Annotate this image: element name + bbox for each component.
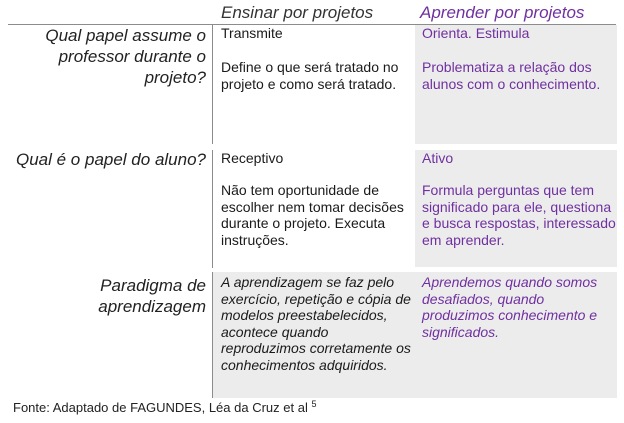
column-header-ensinar: Ensinar por projetos <box>221 3 374 22</box>
row-question-paradigma: Paradigma de aprendizagem <box>98 276 206 316</box>
cell-row1-ensinar-line2: Define o que será tratado no projeto e como será tratado. <box>221 59 399 92</box>
cell-row3-ensinar: A aprendizagem se faz pelo exercício, repetição e cópia de modelos preestabelecidos, acontece quando reproduzimos corretamente os conhecimentos adquiridos. <box>221 274 411 373</box>
cell-row2-aprender-line1: Ativo <box>422 150 454 166</box>
cell-row2-ensinar-line1: Receptivo <box>221 150 284 166</box>
cell-row2-aprender-line2: Formula perguntas que tem significado para ele, questiona e busca respostas, interessado em aprender. <box>422 182 616 248</box>
cell-row2-ensinar-line2: Não tem oportunidade de escolher nem tomar decisões durante o projeto. Executa instruções. <box>221 182 404 248</box>
column-divider <box>212 24 213 144</box>
cell-row1-aprender-line1: Orienta. Estimula <box>422 25 530 41</box>
source-footnote <box>13 399 316 415</box>
column-divider <box>212 150 213 268</box>
row-question-professor: Qual papel assume o professor durante o projeto? <box>45 26 206 87</box>
reference-number: 5 <box>311 399 317 409</box>
cell-row1-ensinar-line1: Transmite <box>221 25 283 41</box>
cell-row1-aprender-line2: Problematiza a relação dos alunos com o conhecimento. <box>422 59 601 92</box>
column-header-aprender: Aprender por projetos <box>420 3 585 22</box>
source-text: Fonte: Adaptado de FAGUNDES, Léa da Cruz et al <box>13 400 312 415</box>
row-question-aluno: Qual é o papel do aluno? <box>16 150 206 169</box>
column-divider <box>212 272 213 398</box>
cell-row3-aprender: Aprendemos quando somos desafiados, quando produzimos conhecimento e significados. <box>422 274 598 340</box>
